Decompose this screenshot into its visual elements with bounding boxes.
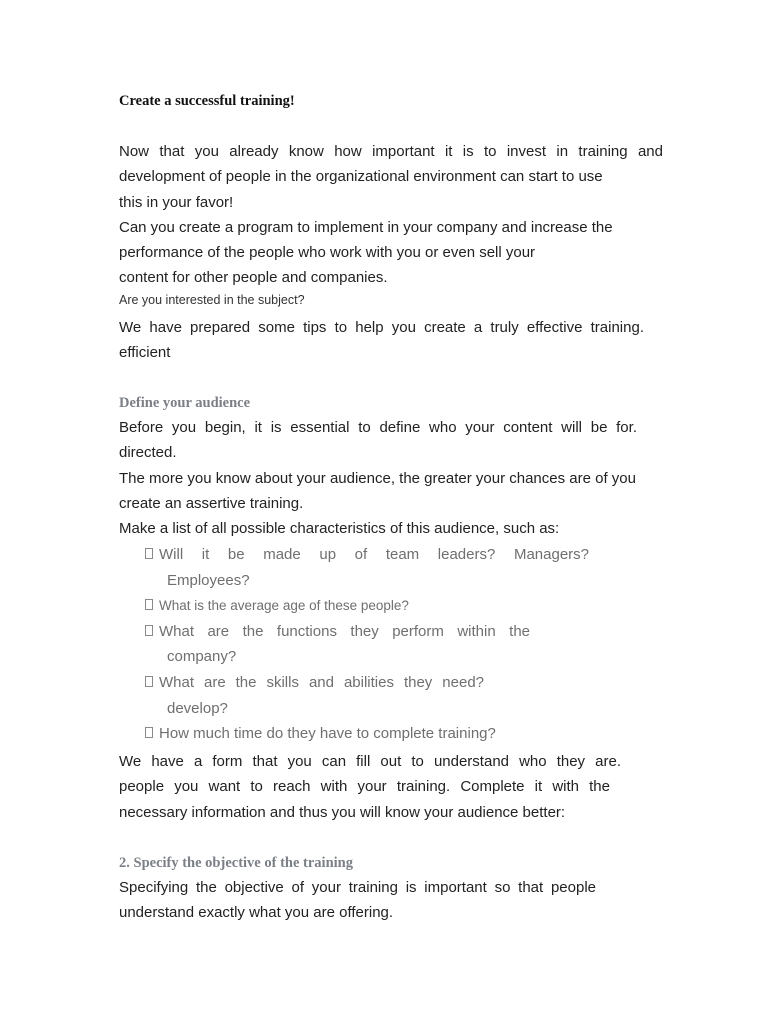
- intro-line: performance of the people who work with you or even sell your: [119, 244, 536, 262]
- form-line: We have a form that you can fill out to understand who they are.: [119, 753, 621, 770]
- empty-square-icon: [145, 599, 153, 610]
- intro-paragraph: [119, 139, 663, 291]
- list-item: [145, 593, 595, 619]
- tips-line: efficient: [119, 344, 171, 362]
- list-item-text: Employees?: [167, 571, 250, 589]
- list-item-text: develop?: [167, 699, 228, 717]
- intro-line: content for other people and companies.: [119, 269, 388, 287]
- list-item-text: company?: [167, 648, 237, 666]
- form-line: necessary information and thus you will know your audience better:: [119, 803, 566, 821]
- list-item-text: What are the functions they perform within the: [159, 622, 530, 640]
- list-item: [145, 721, 595, 747]
- audience-line: The more you know about your audience, the greater your chances are of you: [119, 469, 636, 487]
- list-item: [145, 619, 595, 670]
- tips-line: We have prepared some tips to help you create a truly effective training.: [119, 319, 644, 336]
- audience-line: directed.: [119, 444, 177, 462]
- list-item: [145, 542, 595, 593]
- subject-question: Are you interested in the subject?: [119, 293, 305, 307]
- empty-square-icon: [145, 676, 153, 687]
- tips-paragraph: [119, 315, 663, 366]
- intro-line: Can you create a program to implement in your company and increase the: [119, 218, 613, 236]
- list-item-text: What is the average age of these people?: [159, 598, 409, 614]
- objective-paragraph: [119, 875, 663, 926]
- list-item-text: What are the skills and abilities they need?: [159, 673, 484, 691]
- audience-paragraph: [119, 415, 663, 541]
- audience-line: Make a list of all possible characteristics of this audience, such as:: [119, 520, 560, 538]
- empty-square-icon: [145, 548, 153, 559]
- list-item-text: How much time do they have to complete training?: [159, 725, 496, 743]
- form-line: people you want to reach with your training. Complete it with the: [119, 778, 610, 796]
- audience-characteristics-list: [145, 542, 595, 747]
- objective-line: Specifying the objective of your training is important so that people: [119, 879, 596, 896]
- intro-line: development of people in the organizational environment can start to use: [119, 168, 603, 186]
- empty-square-icon: [145, 727, 153, 738]
- form-paragraph: [119, 749, 663, 825]
- section-heading-audience: Define your audience: [119, 395, 251, 411]
- document-title: Create a successful training!: [119, 93, 295, 109]
- list-item-text: Will it be made up of team leaders? Managers?: [159, 546, 589, 563]
- audience-line: Before you begin, it is essential to define who your content will be for.: [119, 419, 637, 436]
- intro-line: this in your favor!: [119, 193, 234, 211]
- audience-line: create an assertive training.: [119, 494, 304, 512]
- section-heading-objective: 2. Specify the objective of the training: [119, 855, 353, 871]
- intro-line: Now that you already know how important it is to invest in training and: [119, 143, 663, 160]
- empty-square-icon: [145, 625, 153, 636]
- list-item: [145, 670, 595, 721]
- objective-line: understand exactly what you are offering.: [119, 904, 394, 922]
